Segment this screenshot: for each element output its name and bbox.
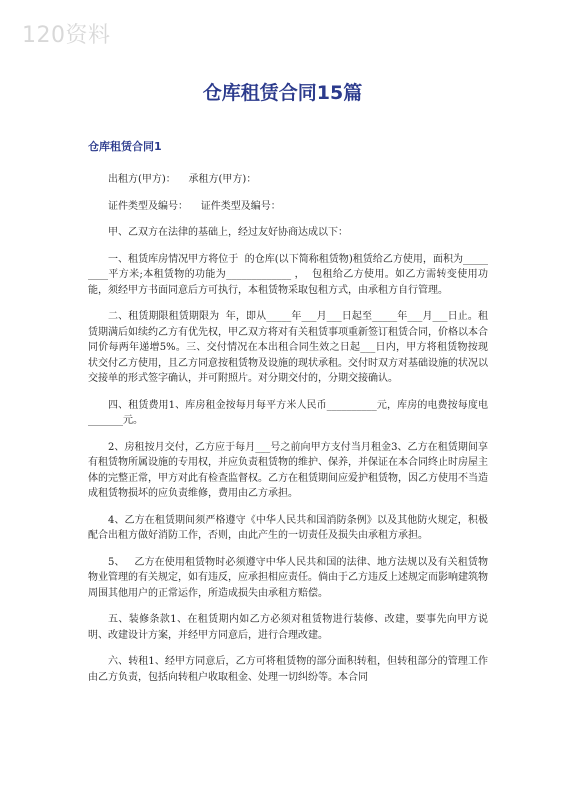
paragraph-preamble: 甲、乙双方在法律的基础上，经过友好协商达成以下： [108,227,348,238]
paragraph-sublease: 六、转租1、经甲方同意后，乙方可将租赁物的部分面积转租，但转租部分的管理工作由乙方负责，包括向转租户收取租金、处理一切纠纷等。本合同 [88,656,488,683]
paragraph-lease-term: 二、租赁期限租赁期限为 年，即从_____年___月___日起至_____年___月___日止。租赁期满后如续约乙方有优先权，甲乙双方将对有关租赁事项重新签订租赁合同，价格以本合同价每两年递增5%。三、交付情况在本出租合同生效之日起___日内，甲方将租赁物按现状交付乙方使用，且乙方同意按租赁物及设施的现状承租。交付时双方对基础设施的状况以交接单的形式签字确认，并可附照片。对分期交付的，分期交接确认。 [88,311,488,384]
paragraph-lease-fees: 四、租赁费用1、库房租金按每月每平方米人民币__________元，库房的电费按每度电_______元。 [88,399,488,426]
paragraph-legal-compliance: 5、 乙方在使用租赁物时必须遵守中华人民共和国的法律、地方法规以及有关租赁物物业管理的有关规定，如有违反，应承担相应责任。倘由于乙方违反上述规定而影响建筑物周围其他用户的正常运作，所造成损失由承租方赔偿。 [88,556,488,599]
document-body [88,172,488,696]
paragraph-warehouse-info: 一、租赁库房情况甲方将位于 的仓库(以下简称租赁物)租赁给乙方使用，面积为_________平方米;本租赁物的功能为_____________ ， 包租给乙方使用。如乙方需转变使用功能，须经甲方书面同意后方可执行，本租赁物采取包租方式，由承租方自行管理。 [88,253,488,296]
document-title: 仓库租赁合同15篇 [202,82,363,104]
watermark-logo: 120资料 [22,23,111,48]
paragraph-renovation: 五、装修条款1、在租赁期内如乙方必须对租赁物进行装修、改建，要事先向甲方说明、改建设计方案，并经甲方同意后，进行合理改建。 [88,614,488,641]
section-title: 仓库租赁合同1 [88,140,162,153]
paragraph-id-types: 证件类型及编号： 证件类型及编号： [108,200,281,212]
paragraph-parties: 出租方(甲方)： 承租方(甲方)： [108,174,257,185]
paragraph-rent-payment: 2、房租按月交付，乙方应于每月___号之前向甲方支付当月租金3、乙方在租赁期间享有租赁物所属设施的专用权，并应负责租赁物的维护、保养，并保证在本合同终止时房屋主体的完整正常，甲方对此有检查监督权。乙方在租赁期间应爱护租赁物，因乙方使用不当造成租赁物损坏的应负责维修，费用由乙方承担。 [88,441,488,499]
paragraph-fire-safety: 4、乙方在租赁期间须严格遵守《中华人民共和国消防条例》以及其他防火规定，积极配合出租方做好消防工作，否则，由此产生的一切责任及损失由承租方承担。 [88,514,488,541]
